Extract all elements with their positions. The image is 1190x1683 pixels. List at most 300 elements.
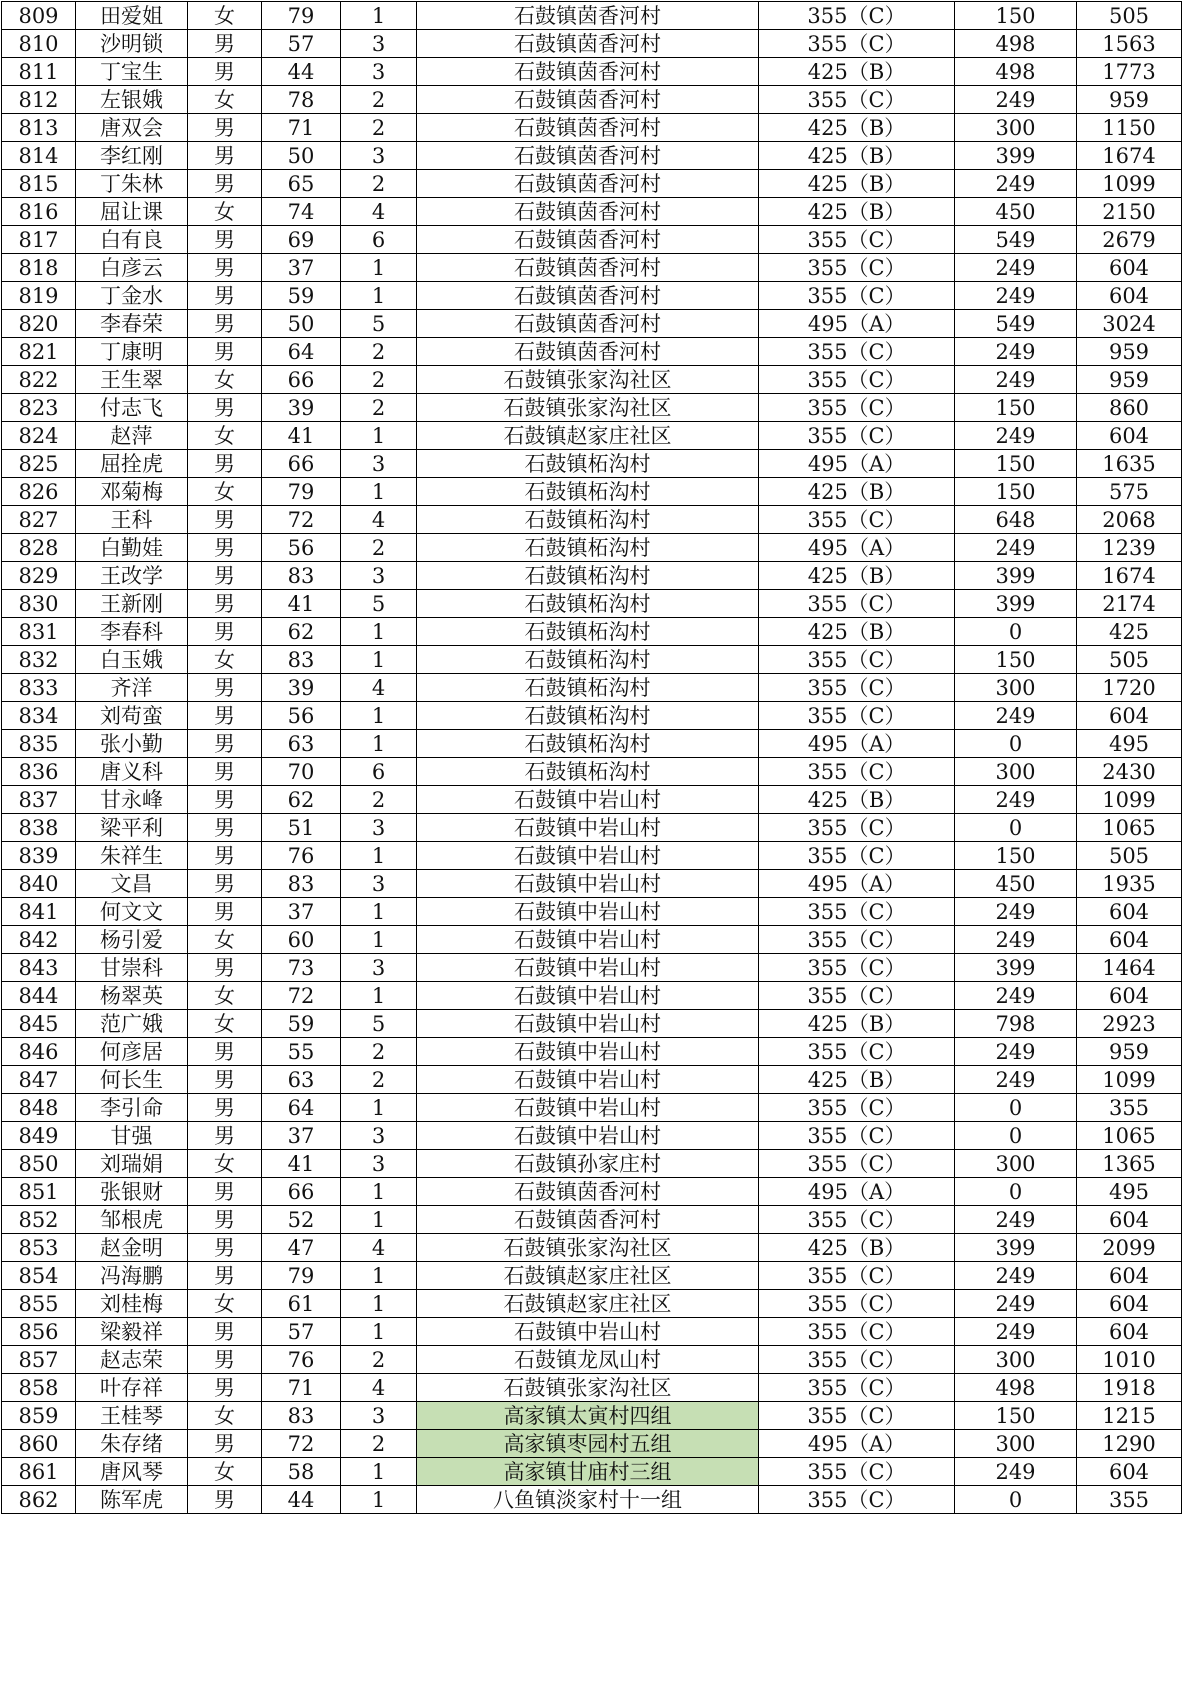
address-cell: 石鼓镇柘沟村 [417,478,759,506]
seq-cell: 846 [2,1038,76,1066]
age-cell: 37 [262,898,341,926]
address-cell: 石鼓镇中岩山村 [417,842,759,870]
household-size-cell: 3 [341,1150,417,1178]
seq-cell: 831 [2,618,76,646]
subsidy-cell: 150 [955,1402,1077,1430]
standard-cell: 425（B） [759,478,955,506]
household-size-cell: 3 [341,562,417,590]
subsidy-cell: 249 [955,534,1077,562]
address-cell: 石鼓镇中岩山村 [417,982,759,1010]
standard-cell: 355（C） [759,2,955,30]
seq-cell: 816 [2,198,76,226]
gender-cell: 男 [188,338,262,366]
gender-cell: 男 [188,1346,262,1374]
total-cell: 1099 [1077,786,1182,814]
total-cell: 2923 [1077,1010,1182,1038]
household-size-cell: 5 [341,590,417,618]
household-size-cell: 2 [341,786,417,814]
seq-cell: 825 [2,450,76,478]
total-cell: 1065 [1077,814,1182,842]
standard-cell: 355（C） [759,86,955,114]
table-row [2,1010,1182,1038]
name-cell: 杨引爱 [76,926,188,954]
name-cell: 赵志荣 [76,1346,188,1374]
standard-cell: 355（C） [759,1402,955,1430]
address-cell: 石鼓镇赵家庄社区 [417,1262,759,1290]
address-cell: 石鼓镇茵香河村 [417,1178,759,1206]
address-cell: 石鼓镇茵香河村 [417,30,759,58]
gender-cell: 女 [188,2,262,30]
total-cell: 2150 [1077,198,1182,226]
subsidy-cell: 249 [955,926,1077,954]
household-size-cell: 2 [341,338,417,366]
subsidy-cell: 399 [955,142,1077,170]
seq-cell: 834 [2,702,76,730]
age-cell: 41 [262,1150,341,1178]
household-size-cell: 1 [341,282,417,310]
table-row [2,1346,1182,1374]
gender-cell: 男 [188,534,262,562]
total-cell: 1674 [1077,142,1182,170]
household-size-cell: 3 [341,814,417,842]
table-row [2,1094,1182,1122]
name-cell: 刘瑞娟 [76,1150,188,1178]
standard-cell: 355（C） [759,338,955,366]
total-cell: 1290 [1077,1430,1182,1458]
name-cell: 王桂琴 [76,1402,188,1430]
name-cell: 王改学 [76,562,188,590]
household-size-cell: 1 [341,702,417,730]
household-size-cell: 3 [341,1402,417,1430]
standard-cell: 355（C） [759,898,955,926]
standard-cell: 355（C） [759,1038,955,1066]
age-cell: 57 [262,30,341,58]
table-row [2,1178,1182,1206]
standard-cell: 425（B） [759,618,955,646]
seq-cell: 850 [2,1150,76,1178]
name-cell: 甘强 [76,1122,188,1150]
name-cell: 左银娥 [76,86,188,114]
seq-cell: 821 [2,338,76,366]
gender-cell: 女 [188,1402,262,1430]
gender-cell: 男 [188,58,262,86]
address-cell: 石鼓镇柘沟村 [417,618,759,646]
total-cell: 1935 [1077,870,1182,898]
address-cell: 石鼓镇茵香河村 [417,142,759,170]
standard-cell: 355（C） [759,1346,955,1374]
name-cell: 屈拴虎 [76,450,188,478]
table-row [2,898,1182,926]
household-size-cell: 5 [341,1010,417,1038]
address-cell: 石鼓镇茵香河村 [417,310,759,338]
standard-cell: 495（A） [759,870,955,898]
address-cell: 石鼓镇张家沟社区 [417,1234,759,1262]
age-cell: 72 [262,982,341,1010]
age-cell: 70 [262,758,341,786]
total-cell: 1674 [1077,562,1182,590]
gender-cell: 男 [188,1066,262,1094]
household-size-cell: 2 [341,114,417,142]
seq-cell: 826 [2,478,76,506]
household-size-cell: 1 [341,898,417,926]
age-cell: 60 [262,926,341,954]
seq-cell: 809 [2,2,76,30]
household-size-cell: 1 [341,842,417,870]
household-size-cell: 4 [341,674,417,702]
gender-cell: 男 [188,730,262,758]
name-cell: 甘永峰 [76,786,188,814]
total-cell: 959 [1077,338,1182,366]
table-row [2,814,1182,842]
age-cell: 47 [262,1234,341,1262]
household-size-cell: 2 [341,1430,417,1458]
address-cell: 石鼓镇茵香河村 [417,114,759,142]
seq-cell: 847 [2,1066,76,1094]
age-cell: 66 [262,450,341,478]
subsidy-cell: 300 [955,1150,1077,1178]
seq-cell: 859 [2,1402,76,1430]
gender-cell: 男 [188,30,262,58]
household-size-cell: 5 [341,310,417,338]
name-cell: 唐双会 [76,114,188,142]
gender-cell: 男 [188,282,262,310]
address-cell: 石鼓镇赵家庄社区 [417,422,759,450]
name-cell: 田爱姐 [76,2,188,30]
subsidy-cell: 249 [955,786,1077,814]
age-cell: 52 [262,1206,341,1234]
total-cell: 2068 [1077,506,1182,534]
seq-cell: 841 [2,898,76,926]
address-cell: 石鼓镇中岩山村 [417,898,759,926]
gender-cell: 女 [188,366,262,394]
seq-cell: 838 [2,814,76,842]
subsidy-cell: 549 [955,226,1077,254]
gender-cell: 男 [188,898,262,926]
address-cell: 石鼓镇中岩山村 [417,786,759,814]
address-cell: 石鼓镇赵家庄社区 [417,1290,759,1318]
address-cell: 石鼓镇茵香河村 [417,282,759,310]
total-cell: 604 [1077,282,1182,310]
age-cell: 62 [262,786,341,814]
standard-cell: 495（A） [759,450,955,478]
household-size-cell: 1 [341,1178,417,1206]
total-cell: 1365 [1077,1150,1182,1178]
total-cell: 959 [1077,366,1182,394]
table-row [2,394,1182,422]
standard-cell: 355（C） [759,1122,955,1150]
seq-cell: 855 [2,1290,76,1318]
total-cell: 604 [1077,1458,1182,1486]
address-cell: 石鼓镇茵香河村 [417,58,759,86]
standard-cell: 425（B） [759,142,955,170]
table-row [2,534,1182,562]
total-cell: 604 [1077,898,1182,926]
age-cell: 83 [262,870,341,898]
gender-cell: 男 [188,170,262,198]
name-cell: 丁康明 [76,338,188,366]
age-cell: 44 [262,1486,341,1514]
household-size-cell: 2 [341,1346,417,1374]
standard-cell: 355（C） [759,366,955,394]
address-cell: 石鼓镇柘沟村 [417,646,759,674]
household-size-cell: 3 [341,954,417,982]
age-cell: 63 [262,1066,341,1094]
subsidy-cell: 249 [955,338,1077,366]
gender-cell: 男 [188,1430,262,1458]
subsidy-cell: 150 [955,450,1077,478]
table-row [2,926,1182,954]
table-row [2,2,1182,30]
gender-cell: 男 [188,1374,262,1402]
standard-cell: 495（A） [759,310,955,338]
address-cell: 石鼓镇中岩山村 [417,814,759,842]
gender-cell: 女 [188,926,262,954]
name-cell: 丁朱林 [76,170,188,198]
subsidy-cell: 150 [955,646,1077,674]
gender-cell: 女 [188,198,262,226]
household-size-cell: 2 [341,1038,417,1066]
age-cell: 71 [262,1374,341,1402]
age-cell: 76 [262,842,341,870]
age-cell: 83 [262,562,341,590]
address-cell: 高家镇甘庙村三组 [417,1458,759,1486]
subsidy-cell: 300 [955,758,1077,786]
age-cell: 66 [262,1178,341,1206]
standard-cell: 355（C） [759,394,955,422]
seq-cell: 836 [2,758,76,786]
age-cell: 39 [262,674,341,702]
table-row [2,338,1182,366]
total-cell: 425 [1077,618,1182,646]
seq-cell: 818 [2,254,76,282]
standard-cell: 425（B） [759,170,955,198]
address-cell: 石鼓镇柘沟村 [417,534,759,562]
gender-cell: 男 [188,1262,262,1290]
table-row [2,590,1182,618]
household-size-cell: 1 [341,926,417,954]
total-cell: 860 [1077,394,1182,422]
age-cell: 64 [262,1094,341,1122]
total-cell: 1563 [1077,30,1182,58]
seq-cell: 815 [2,170,76,198]
table-row [2,506,1182,534]
table-row [2,1290,1182,1318]
gender-cell: 男 [188,142,262,170]
table-row [2,198,1182,226]
address-cell: 石鼓镇中岩山村 [417,926,759,954]
age-cell: 56 [262,534,341,562]
subsidy-cell: 498 [955,30,1077,58]
household-size-cell: 1 [341,1094,417,1122]
standard-cell: 355（C） [759,982,955,1010]
age-cell: 69 [262,226,341,254]
total-cell: 1065 [1077,1122,1182,1150]
total-cell: 1464 [1077,954,1182,982]
seq-cell: 820 [2,310,76,338]
table-row [2,646,1182,674]
address-cell: 石鼓镇中岩山村 [417,1038,759,1066]
total-cell: 604 [1077,254,1182,282]
name-cell: 张小勤 [76,730,188,758]
gender-cell: 男 [188,310,262,338]
address-cell: 石鼓镇柘沟村 [417,506,759,534]
household-size-cell: 3 [341,58,417,86]
standard-cell: 425（B） [759,1010,955,1038]
total-cell: 575 [1077,478,1182,506]
name-cell: 白玉娥 [76,646,188,674]
table-row [2,730,1182,758]
table-row [2,1122,1182,1150]
table-row [2,842,1182,870]
subsidy-cell: 300 [955,1346,1077,1374]
gender-cell: 男 [188,1038,262,1066]
subsidy-cell: 249 [955,1458,1077,1486]
gender-cell: 男 [188,254,262,282]
seq-cell: 862 [2,1486,76,1514]
standard-cell: 355（C） [759,422,955,450]
gender-cell: 男 [188,1094,262,1122]
name-cell: 李引命 [76,1094,188,1122]
table-row [2,1402,1182,1430]
subsidy-cell: 0 [955,814,1077,842]
address-cell: 石鼓镇中岩山村 [417,1318,759,1346]
total-cell: 959 [1077,1038,1182,1066]
gender-cell: 女 [188,1150,262,1178]
name-cell: 朱祥生 [76,842,188,870]
seq-cell: 833 [2,674,76,702]
table-row [2,1374,1182,1402]
age-cell: 79 [262,1262,341,1290]
address-cell: 石鼓镇柘沟村 [417,450,759,478]
subsidy-cell: 450 [955,198,1077,226]
subsidy-cell: 249 [955,254,1077,282]
name-cell: 冯海鹏 [76,1262,188,1290]
table-row [2,982,1182,1010]
standard-cell: 355（C） [759,1206,955,1234]
age-cell: 41 [262,422,341,450]
seq-cell: 837 [2,786,76,814]
subsidy-cell: 249 [955,422,1077,450]
household-size-cell: 1 [341,646,417,674]
age-cell: 58 [262,1458,341,1486]
name-cell: 李红刚 [76,142,188,170]
age-cell: 44 [262,58,341,86]
age-cell: 83 [262,1402,341,1430]
gender-cell: 男 [188,114,262,142]
seq-cell: 844 [2,982,76,1010]
age-cell: 62 [262,618,341,646]
gender-cell: 女 [188,646,262,674]
total-cell: 604 [1077,1262,1182,1290]
standard-cell: 355（C） [759,1318,955,1346]
age-cell: 73 [262,954,341,982]
subsidy-cell: 249 [955,1290,1077,1318]
standard-cell: 355（C） [759,814,955,842]
name-cell: 何长生 [76,1066,188,1094]
household-size-cell: 3 [341,142,417,170]
table-row [2,1262,1182,1290]
table-row [2,170,1182,198]
name-cell: 丁金水 [76,282,188,310]
address-cell: 石鼓镇茵香河村 [417,170,759,198]
address-cell: 石鼓镇龙凤山村 [417,1346,759,1374]
subsidy-cell: 249 [955,1038,1077,1066]
table-row [2,786,1182,814]
gender-cell: 女 [188,86,262,114]
household-size-cell: 4 [341,1374,417,1402]
standard-cell: 355（C） [759,674,955,702]
household-size-cell: 1 [341,1262,417,1290]
name-cell: 唐风琴 [76,1458,188,1486]
total-cell: 604 [1077,982,1182,1010]
seq-cell: 823 [2,394,76,422]
table-row [2,422,1182,450]
gender-cell: 男 [188,562,262,590]
age-cell: 39 [262,394,341,422]
gender-cell: 男 [188,1178,262,1206]
table-row [2,1038,1182,1066]
table-row [2,86,1182,114]
gender-cell: 男 [188,618,262,646]
address-cell: 石鼓镇茵香河村 [417,1206,759,1234]
subsidy-cell: 0 [955,1178,1077,1206]
name-cell: 刘桂梅 [76,1290,188,1318]
total-cell: 1239 [1077,534,1182,562]
gender-cell: 女 [188,422,262,450]
name-cell: 李春荣 [76,310,188,338]
standard-cell: 355（C） [759,1150,955,1178]
seq-cell: 861 [2,1458,76,1486]
name-cell: 付志飞 [76,394,188,422]
subsidy-cell: 300 [955,1430,1077,1458]
table-row [2,1486,1182,1514]
address-cell: 八鱼镇淡家村十一组 [417,1486,759,1514]
standard-cell: 355（C） [759,1486,955,1514]
seq-cell: 824 [2,422,76,450]
household-size-cell: 4 [341,1234,417,1262]
total-cell: 1150 [1077,114,1182,142]
subsidy-cell: 399 [955,1234,1077,1262]
subsidy-cell: 249 [955,1262,1077,1290]
table-row [2,366,1182,394]
seq-cell: 851 [2,1178,76,1206]
standard-cell: 495（A） [759,1178,955,1206]
address-cell: 石鼓镇张家沟社区 [417,1374,759,1402]
total-cell: 1099 [1077,1066,1182,1094]
address-cell: 石鼓镇柘沟村 [417,758,759,786]
household-size-cell: 2 [341,1066,417,1094]
gender-cell: 男 [188,394,262,422]
standard-cell: 425（B） [759,114,955,142]
total-cell: 1099 [1077,170,1182,198]
household-size-cell: 2 [341,366,417,394]
name-cell: 甘崇科 [76,954,188,982]
address-cell: 石鼓镇柘沟村 [417,674,759,702]
table-row [2,954,1182,982]
name-cell: 杨翠英 [76,982,188,1010]
total-cell: 505 [1077,842,1182,870]
household-size-cell: 1 [341,730,417,758]
total-cell: 355 [1077,1486,1182,1514]
age-cell: 50 [262,310,341,338]
household-size-cell: 1 [341,1290,417,1318]
standard-cell: 355（C） [759,954,955,982]
age-cell: 76 [262,1346,341,1374]
seq-cell: 849 [2,1122,76,1150]
standard-cell: 355（C） [759,702,955,730]
table-row [2,30,1182,58]
gender-cell: 女 [188,982,262,1010]
